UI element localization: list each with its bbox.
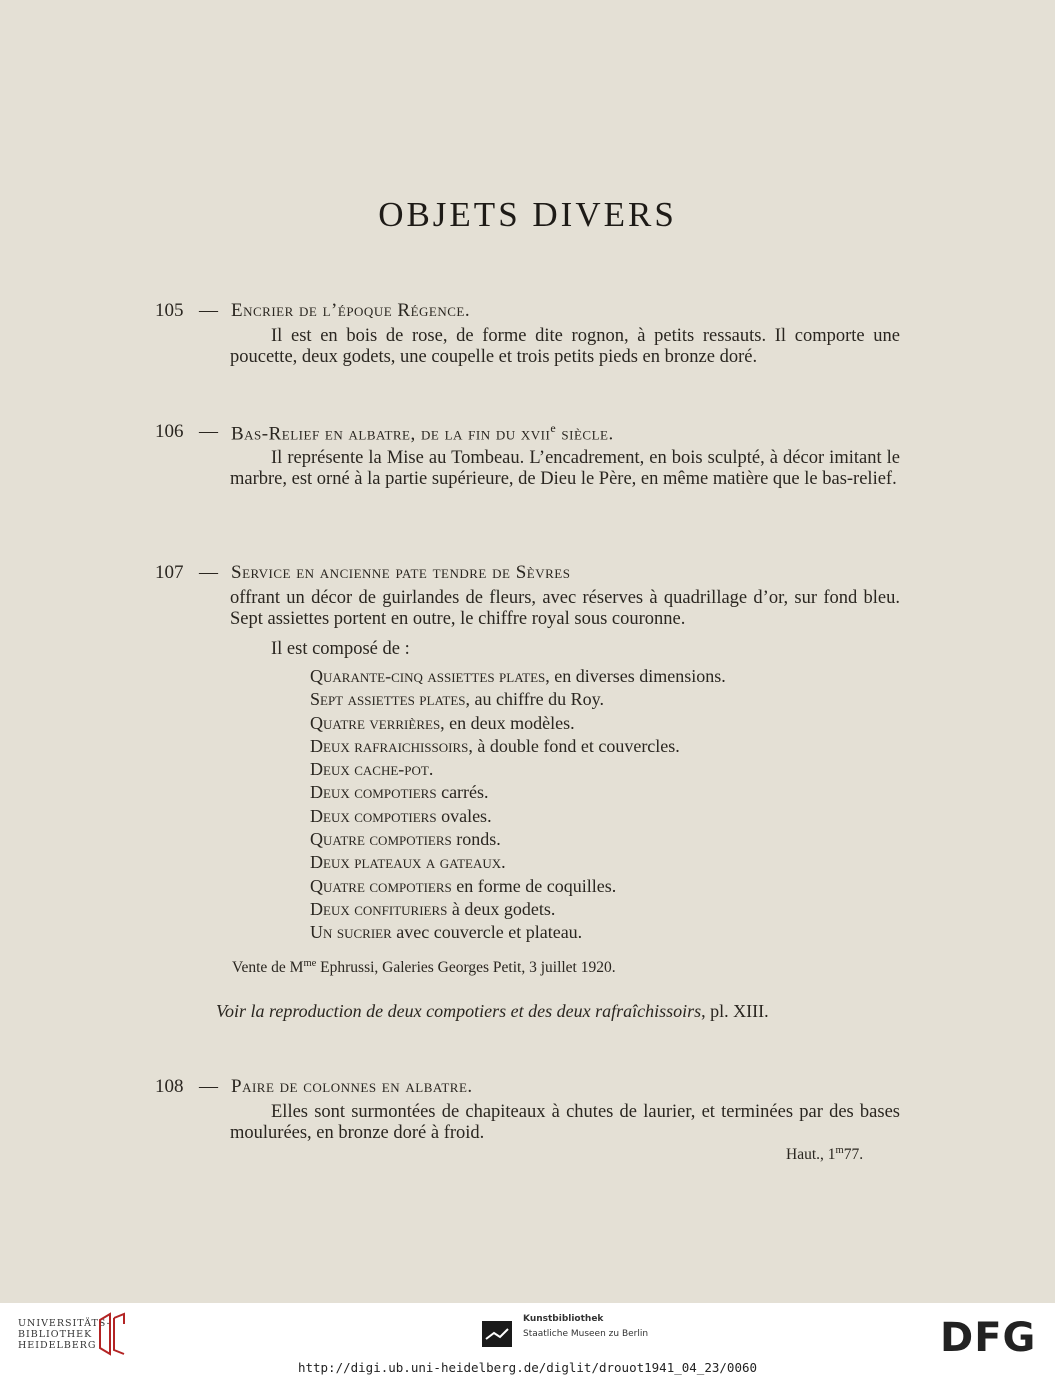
kunstbibliothek-subtitle: Staatliche Museen zu Berlin xyxy=(523,1329,649,1339)
reproduction-note: Voir la reproduction de deux compotiers et des deux rafraîchissoirs, pl. XIII. xyxy=(216,1001,769,1021)
list-item: Deux compotiers carrés. xyxy=(310,782,489,803)
list-item: Deux compotiers ovales. xyxy=(310,805,492,826)
list-item: Quarante-cinq assiettes plates, en diverses dimensions. xyxy=(310,666,726,686)
kunstbibliothek-title: Kunstbibliothek xyxy=(523,1314,604,1324)
item-number: 106 xyxy=(155,421,184,442)
item-number: 105 xyxy=(155,300,184,321)
dimension-superscript: m xyxy=(835,1145,844,1156)
sale-superscript: me xyxy=(303,958,317,969)
item-heading: Encrier de l’époque Régence. xyxy=(231,300,471,321)
list-item: Quatre compotiers ronds. xyxy=(310,829,501,850)
item-number: 108 xyxy=(155,1076,184,1097)
item-number: 107 xyxy=(155,562,184,583)
item-dash: — xyxy=(199,562,218,583)
list-item: Un sucrier avec couvercle et plateau. xyxy=(310,922,583,943)
item-body: Elles sont surmontées de chapiteaux à chutes de laurier, et terminées par des bases moulurées, en bronze doré à froid. xyxy=(230,1102,900,1143)
item-dash: — xyxy=(199,300,218,321)
page-title: OBJETS DIVERS xyxy=(378,195,677,234)
item-body: offrant un décor de guirlandes de fleurs, avec réserves à quadrillage d’or, sur fond bleu. Sept assiettes portent en outre, le chiffre royal sous couronne. xyxy=(230,588,900,629)
list-item: Quatre verrières, en deux modèles. xyxy=(310,712,575,733)
list-item: Deux cache-pot. xyxy=(310,759,434,780)
footer-bar xyxy=(0,1303,1055,1377)
century-superscript: e xyxy=(550,421,557,435)
list-item: Deux rafraichissoirs, à double fond et couvercles. xyxy=(310,735,680,756)
list-item: Deux plateaux a gateaux. xyxy=(310,852,506,873)
list-item: Quatre compotiers en forme de coquilles. xyxy=(310,875,617,896)
item-heading: Service en ancienne pate tendre de Sèvres xyxy=(231,562,571,583)
item-body: Il représente la Mise au Tombeau. L’encadrement, en bois sculpté, à décor imitant le marbre, est orné à la partie supérieure, de Dieu le Père, en même matière que le bas-relief. xyxy=(230,448,900,489)
sale-note: Vente de $M^{me}$ Ephrussi, Galeries Georges Petit, 3 juillet 1920. xyxy=(232,958,616,977)
dimension-note: Haut., 1$^m$77. xyxy=(786,1145,864,1164)
heading-text: Bas-Relief en albatre, de la fin du xvii xyxy=(231,423,551,445)
composition-list xyxy=(310,665,726,945)
heading-text-end: siècle. xyxy=(556,423,614,445)
item-dash: — xyxy=(199,421,218,442)
item-heading: Paire de colonnes en albatre. xyxy=(231,1076,473,1097)
list-item: Deux confituriers à deux godets. xyxy=(310,898,556,919)
heidelberg-logo-icon xyxy=(96,1310,128,1358)
dfg-logo: DFG xyxy=(940,1315,1037,1361)
composition-intro: Il est composé de : xyxy=(271,639,410,659)
list-item: Sept assiettes plates, au chiffre du Roy. xyxy=(310,689,604,710)
item-heading xyxy=(231,421,614,445)
kunstbibliothek-logo-icon xyxy=(482,1321,512,1347)
item-dash: — xyxy=(199,1076,218,1097)
university-library-label: UNIVERSITÄTS- BIBLIOTHEK HEIDELBERG xyxy=(18,1318,111,1351)
source-url[interactable]: http://digi.ub.uni-heidelberg.de/diglit/drouot1941_04_23/0060 xyxy=(297,1360,758,1375)
item-body: Il est en bois de rose, de forme dite rognon, à petits ressauts. Il comporte une poucette, deux godets, une coupelle et trois petits pieds en bronze doré. xyxy=(230,326,900,367)
